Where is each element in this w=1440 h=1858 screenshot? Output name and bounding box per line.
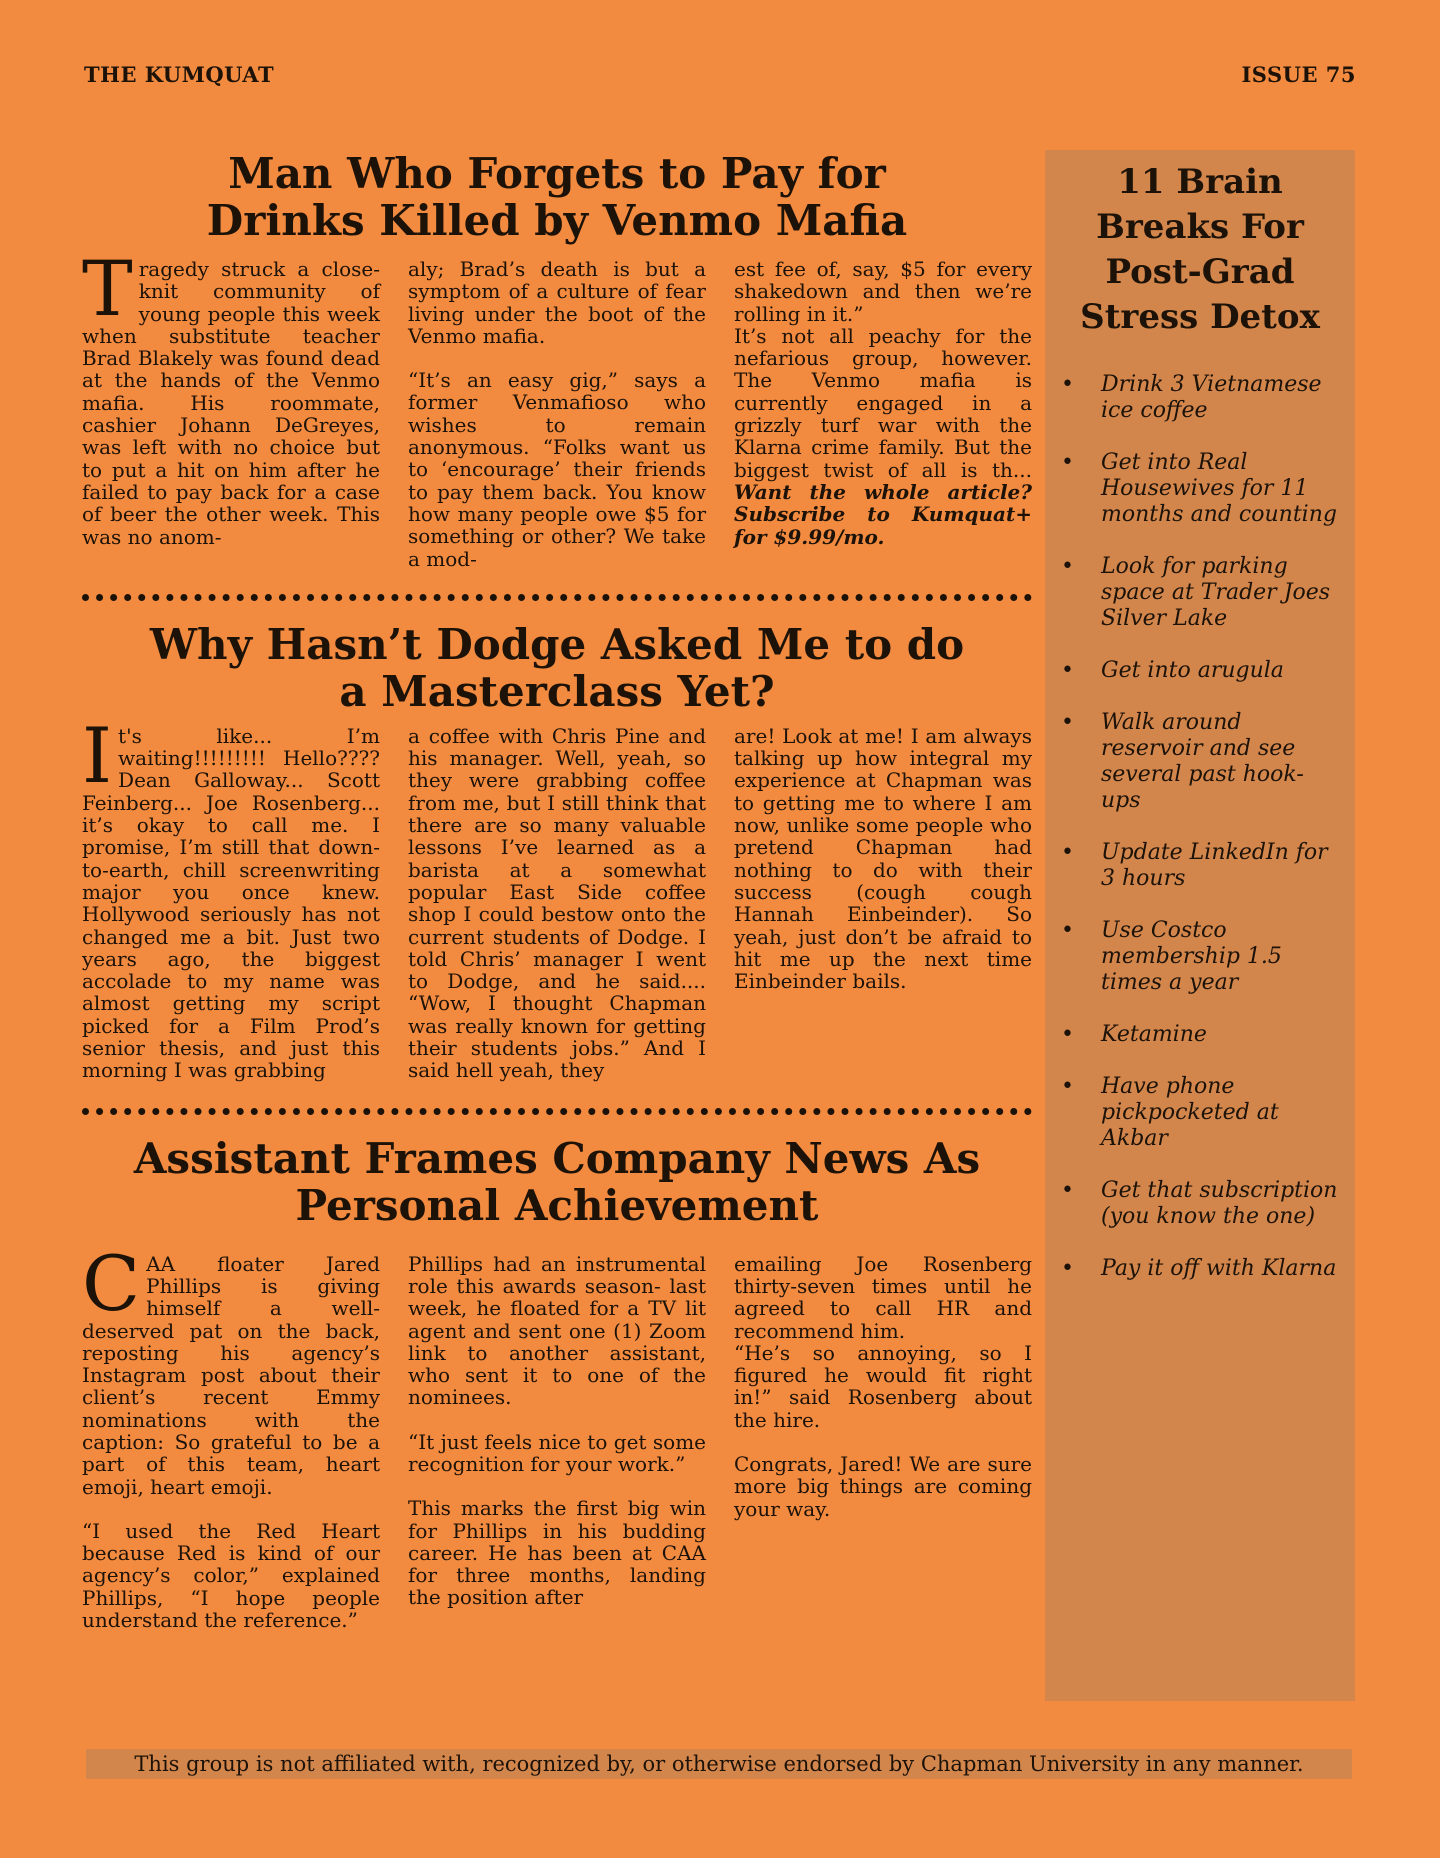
paragraph: ragedy struck a close-knit community of young people this week when substitute teacher Brad Blakely was found dead at the hands of the Venmo mafia. His roommate, cashier Johann DeGreyes, was left with no choice but to put a hit on him after he failed to pay back for a case of beer the other week. This was no anom- <box>82 257 380 549</box>
paragraph: est fee of, say, $5 for every shakedown and then we’re rolling in it.” <box>734 257 1032 326</box>
article-column <box>408 258 706 570</box>
paragraph: “It’s an easy gig,” says a former Venmafioso who wishes to remain anonymous. “Folks want us to ‘encourage’ their friends to pay them back. You know how many people owe $5 for something or other? We take a mod- <box>408 368 706 571</box>
list-item: • Look for parking space at Trader Joes Silver Lake <box>1061 554 1341 632</box>
dotted-divider <box>82 1108 1032 1115</box>
paragraph: This marks the first big win for Phillips in his budding career. He has been at CAA for three months, landing the position after <box>408 1496 706 1610</box>
article-column <box>82 244 380 570</box>
list-item: • Get that subscription (you know the one) <box>1061 1178 1341 1230</box>
list-item: • Get into arugula <box>1061 658 1341 684</box>
paragraph: Phillips had an instrumental role this awards season- last week, he floated for a TV lit agent and sent one (1) Zoom link to another assistant, who sent it to one of the nominees. <box>408 1251 706 1410</box>
list-item: • Get into Real Housewives for 11 months and counting <box>1061 450 1341 528</box>
paragraph: Congrats, Jared! We are sure more big things are coming your way. <box>734 1451 1032 1521</box>
article-dodge-masterclass <box>82 621 1032 1082</box>
paragraph: emailing Joe Rosenberg thirty-seven times until he agreed to call HR and recommend him. <box>734 1251 1032 1343</box>
drop-cap: I <box>82 710 113 800</box>
main-column <box>82 150 1032 1631</box>
paragraph: “It just feels nice to get some recognition for your work.” <box>408 1429 706 1476</box>
article-column <box>82 1238 380 1633</box>
drop-cap: C <box>82 1238 141 1328</box>
publication-name: THE KUMQUAT <box>84 62 275 87</box>
paragraph: are! Look at me! I am always talking up how integral my experience at Chapman was to getting me to where I am now, unlike some people who pretend Chapman had nothing to do with their success (cough cough Hannah Einbeinder). So yeah, just don’t be afraid to hit me up the next time Einbeinder bails. <box>734 723 1032 994</box>
article-headline: Why Hasn’t Dodge Asked Me to do a Masterclass Yet? <box>149 619 965 716</box>
list-item: • Have phone pickpocketed at Akbar <box>1061 1074 1341 1152</box>
disclaimer-footer: This group is not affiliated with, recognized by, or otherwise endorsed by Chapman University in any manner. <box>86 1749 1352 1779</box>
paragraph: It’s not all peachy for the nefarious group, however. The Venmo mafia is currently engaged in a grizzly turf war with the Klarna crime family. But the biggest twist of all is th... <box>734 323 1032 482</box>
paragraph: “He’s so annoying, so I figured he would fit right in!” said Rosenberg about the hire. <box>734 1340 1032 1432</box>
paragraph: “I used the Red Heart because Red is kind of our agency’s color,” explained Phillips, “I hope people understand the reference.” <box>82 1518 380 1633</box>
dotted-divider <box>82 594 1032 601</box>
article-column <box>408 1253 706 1632</box>
paragraph: AA floater Jared Phillips is giving himself a well-deserved pat on the back, reposting his agency’s Instagram post about their client’s recent Emmy nominations with the caption: So grateful to be a part of this team, heart emoji, heart emoji. <box>82 1251 380 1499</box>
paragraph: a coffee with Chris Pine and his manager. Well, yeah, so they were grabbing coffee from me, but I still think that there are so many valuable lessons I’ve learned as a barista at a somewhat popular East Side coffee shop I could bestow onto the current students of Dodge. I told Chris’ manager I went to Dodge, and he said.... “Wow, I thought Chapman was really known for getting their students jobs.” And I said hell yeah, they <box>408 723 706 1083</box>
list-item: • Use Costco membership 1.5 times a year <box>1061 918 1341 996</box>
article-assistant-frames <box>82 1135 1032 1632</box>
list-item: • Pay it off with Klarna <box>1061 1256 1341 1282</box>
list-item: • Walk around reservoir and see several past hook-ups <box>1061 710 1341 814</box>
paragraph: t's like... I’m waiting!!!!!!!!! Hello???? Dean Galloway... Scott Feinberg... Joe Rosenberg... it’s okay to call me. I promise, I’m still that down-to-earth, chill screenwriting major you once knew. Hollywood seriously has not changed me a bit. Just two years ago, the biggest accolade to my name was almost getting my script picked for a Film Prod’s senior thesis, and just this morning I was grabbing <box>82 723 380 1083</box>
article-headline: Assistant Frames Company News As Personal Achievement <box>133 1133 981 1230</box>
list-item: • Ketamine <box>1061 1022 1341 1048</box>
article-column <box>734 258 1032 570</box>
sidebar-title: 11 Brain Breaks For Post-Grad Stress Detox <box>1080 162 1320 337</box>
article-column <box>734 725 1032 1082</box>
sidebar-brain-breaks <box>1045 150 1355 1701</box>
list-item: • Update LinkedIn for 3 hours <box>1061 840 1341 892</box>
article-venmo-mafia <box>82 150 1032 570</box>
article-headline: Man Who Forgets to Pay for Drinks Killed by Venmo Mafia <box>206 149 908 245</box>
article-column <box>82 710 380 1083</box>
drop-cap: T <box>82 244 133 333</box>
sidebar-list <box>1045 372 1355 1282</box>
article-column <box>408 725 706 1082</box>
paragraph: aly; Brad’s death is but a symptom of a culture of fear living under the boot of the Venmo mafia. <box>408 257 706 348</box>
masthead <box>84 62 1356 90</box>
article-column <box>734 1253 1032 1632</box>
subscribe-callout[interactable]: Want the whole article? Subscribe to Kumquat+ for $9.99/mo. <box>734 479 1032 549</box>
issue-number: ISSUE 75 <box>1241 62 1356 87</box>
list-item: • Drink 3 Vietnamese ice coffee <box>1061 372 1341 424</box>
